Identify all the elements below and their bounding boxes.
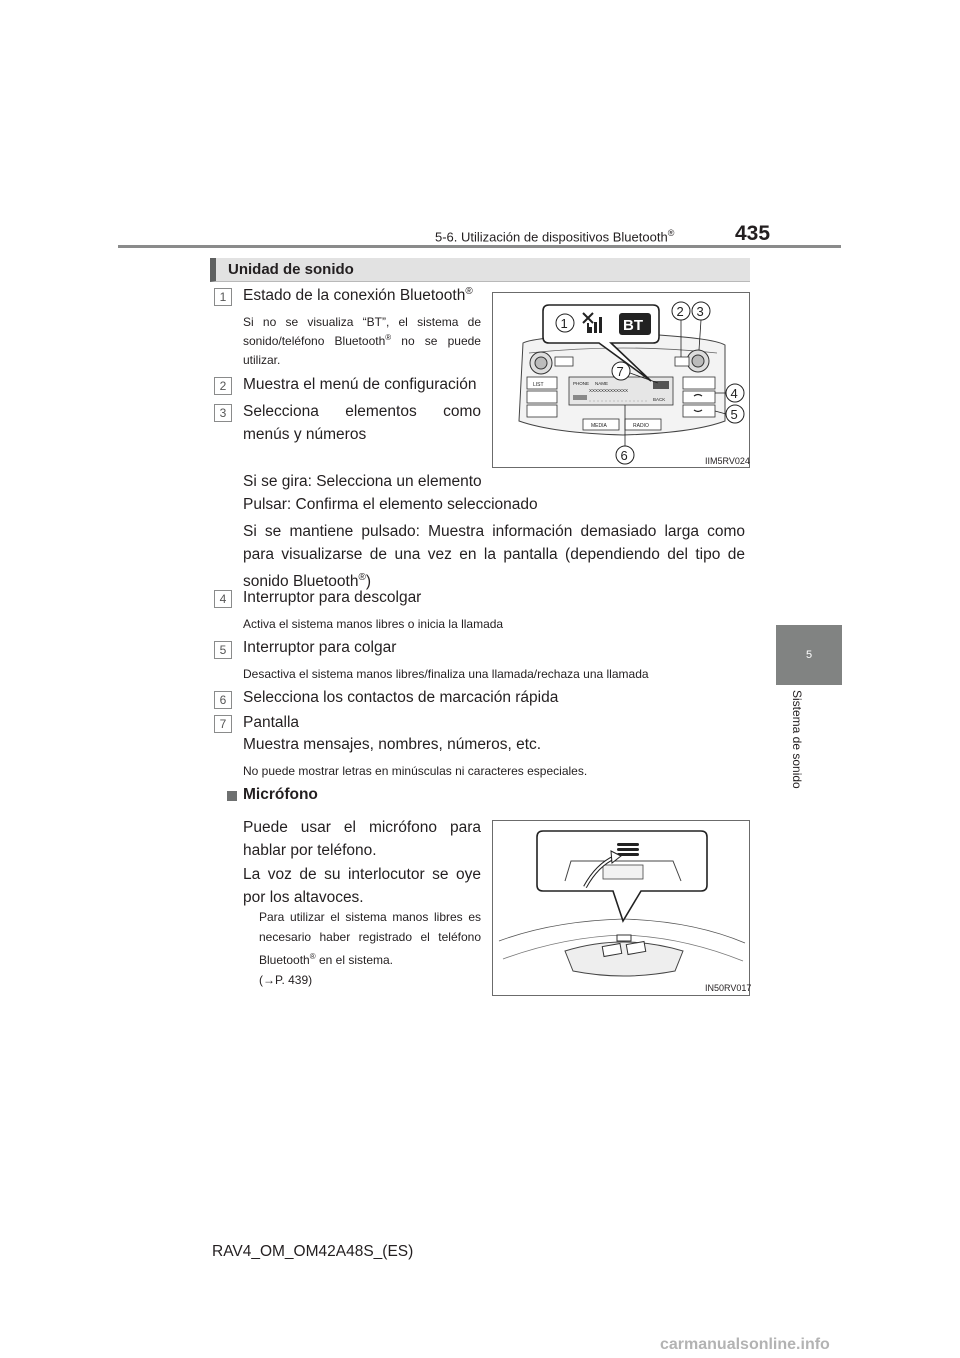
page-number: 435: [735, 222, 771, 245]
section-title: Unidad de sonido: [228, 261, 354, 278]
radio-button-label: RADIO: [633, 423, 649, 429]
item-3-title: Selecciona elementos como menús y números: [243, 403, 481, 443]
item-4-title: Interruptor para descolgar: [243, 589, 422, 606]
item-number-4: 4: [214, 590, 232, 608]
callout-6: 6: [620, 448, 628, 463]
item-number-6: 6: [214, 691, 232, 709]
audio-unit-illustration: [493, 293, 751, 469]
audio-unit-figure: [492, 292, 750, 468]
callout-3: 3: [696, 304, 704, 319]
chapter-label: Sistema de sonido: [790, 690, 804, 789]
microphone-paragraph-1: Puede usar el micrófono para hablar por teléfono.: [243, 819, 481, 859]
item-6-title: Selecciona los contactos de marcación rápida: [243, 689, 559, 706]
section-header: [210, 258, 750, 282]
item-5-title: Interruptor para colgar: [243, 639, 397, 656]
item-3-line-2: Pulsar: Confirma el elemento seleccionado: [243, 496, 538, 513]
footer-code: RAV4_OM_OM42A48S_(ES): [212, 1243, 414, 1260]
display-phone-label: PHONE: [573, 381, 590, 386]
callout-1: 1: [560, 316, 568, 331]
chapter-tab: 5: [776, 625, 842, 685]
item-7-title: Pantalla: [243, 714, 300, 731]
figure-1-code: IIM5RV024: [705, 456, 750, 466]
item-number-5: 5: [214, 641, 232, 659]
bullet-square-icon: [227, 791, 237, 801]
item-7-note: No puede mostrar letras en minúsculas ni caracteres especiales.: [243, 764, 588, 778]
item-5-note: Desactiva el sistema manos libres/finaliza una llamada/rechaza una llamada: [243, 667, 649, 681]
callout-2: 2: [676, 304, 684, 319]
microphone-figure: [492, 820, 750, 996]
watermark: carmanualsonline.info: [660, 1336, 830, 1353]
media-button-label: MEDIA: [591, 423, 607, 429]
microphone-illustration: [493, 821, 751, 997]
callout-7: 7: [616, 364, 624, 379]
microphone-title: Micrófono: [243, 786, 318, 803]
item-4-note: Activa el sistema manos libres o inicia la llamada: [243, 617, 504, 631]
list-button-label: LIST: [533, 382, 544, 388]
header-title: 5-6. Utilización de dispositivos Bluetooth®: [435, 228, 675, 245]
microphone-note: Para utilizar el sistema manos libres es necesario haber registrado el teléfono Bluetooth® en el sistema. (→P. 439): [259, 910, 481, 987]
display-name-label: NAME: [595, 381, 609, 386]
item-7-line-1: Muestra mensajes, nombres, números, etc.: [243, 736, 542, 753]
callout-5: 5: [730, 407, 738, 422]
display-digits: XXXXXXXXXXXXX: [589, 388, 629, 393]
item-1-title: Estado de la conexión Bluetooth®: [243, 286, 473, 305]
item-1-note: Si no se visualiza “BT”, el sistema de sonido/teléfono Bluetooth® no se puede utilizar.: [243, 315, 481, 368]
item-3-line-3: Si se mantiene pulsado: Muestra información demasiado larga como para visualizarse de una vez en la pantalla (dependiendo del tipo de sonido Bluetooth®): [243, 523, 745, 591]
item-number-3: 3: [214, 404, 232, 422]
item-2-title: Muestra el menú de configuración: [243, 376, 477, 393]
back-button-label: BACK: [653, 397, 666, 402]
microphone-paragraph-2: La voz de su interlocutor se oye por los altavoces.: [243, 866, 481, 906]
bt-badge: BT: [623, 317, 643, 334]
header-rule: [118, 245, 841, 248]
item-3-line-1: Si se gira: Selecciona un elemento: [243, 473, 482, 490]
figure-2-code: IN50RV017: [705, 983, 752, 993]
item-number-2: 2: [214, 377, 232, 395]
callout-4: 4: [730, 386, 738, 401]
item-number-1: 1: [214, 288, 232, 306]
item-number-7: 7: [214, 715, 232, 733]
